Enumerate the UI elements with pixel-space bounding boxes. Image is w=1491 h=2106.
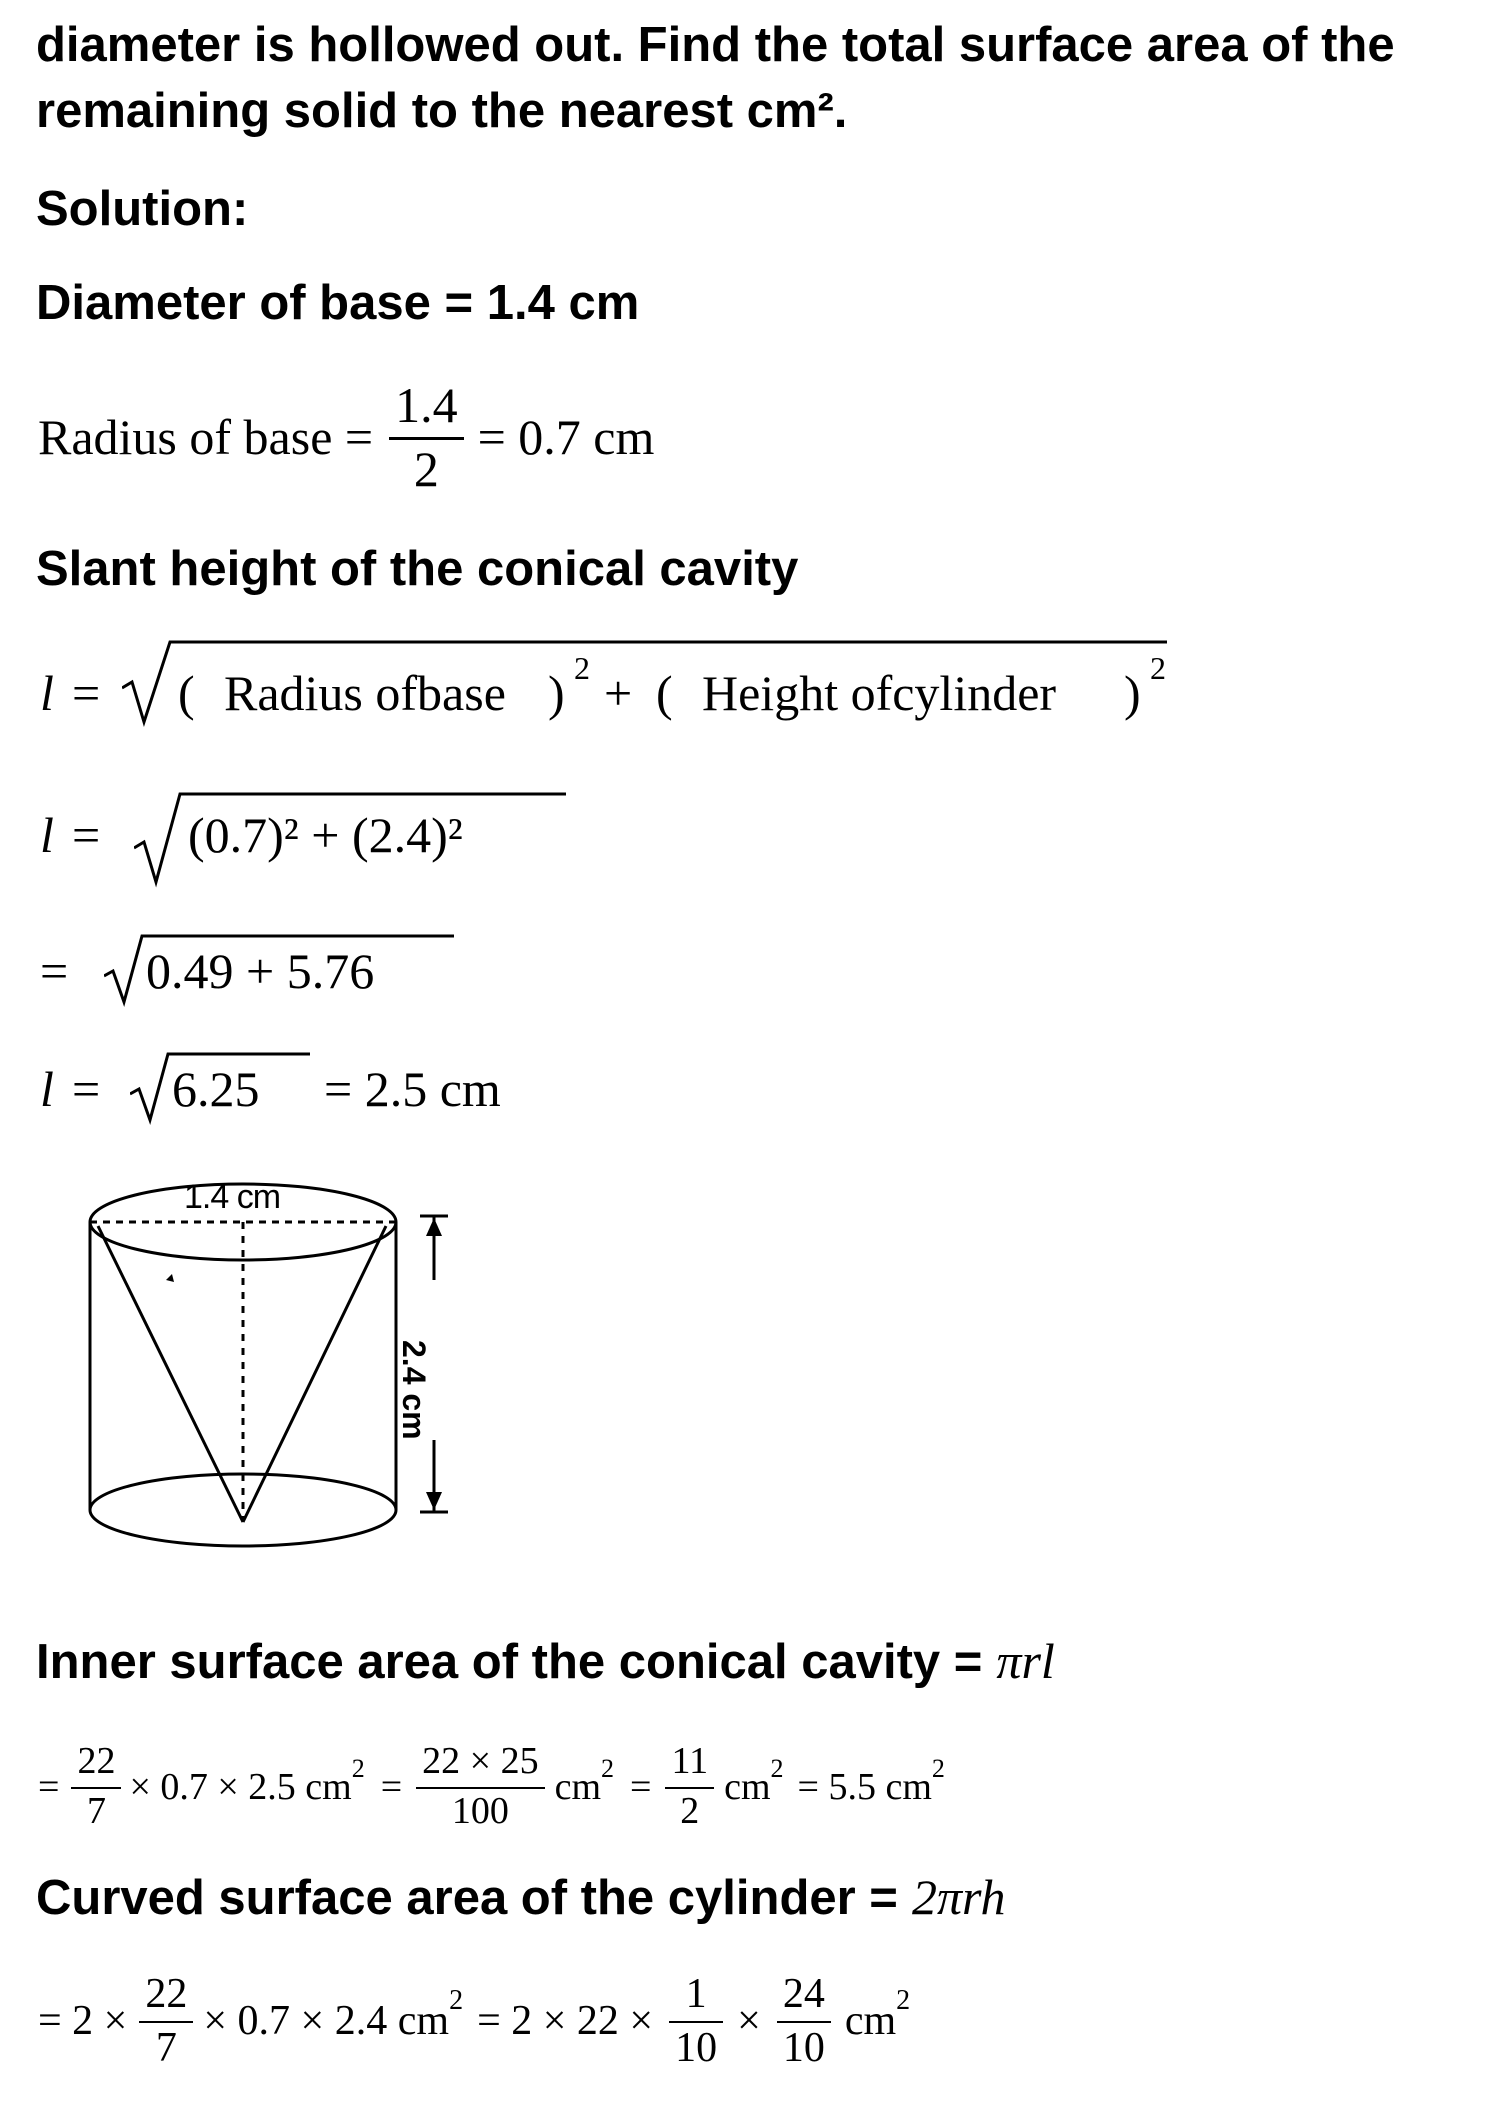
curved-heading: Curved surface area of the cylinder =	[36, 1871, 898, 1925]
step2-eq: =	[72, 807, 101, 863]
curved-f2-num: 1	[685, 1970, 707, 2017]
slant-heading: Slant height of the conical cavity	[36, 542, 799, 596]
formula-open-1: (	[178, 665, 195, 721]
inner-calc	[38, 1722, 945, 1852]
radius-den: 2	[413, 440, 439, 497]
inner-f3-num: 11	[671, 1740, 709, 1783]
inner-f2-den: 100	[451, 1790, 509, 1832]
curved-mid-1: × 0.7 × 2.4 cm	[203, 1998, 450, 2044]
step3-body: 0.49 + 5.76	[146, 943, 375, 999]
inner-f2-num: 22 × 25	[422, 1740, 539, 1783]
curved-frac-1	[139, 1971, 193, 2071]
formula-term-1: Radius ofbase	[224, 665, 506, 721]
curved-mid-2: = 2 × 22 ×	[477, 1998, 654, 2044]
curved-unit: cm	[844, 1998, 897, 2044]
inner-exp-1: 2	[351, 1754, 365, 1783]
inner-heading-line	[36, 1628, 1055, 1695]
step2-lhs: l	[40, 807, 54, 863]
formula-exp-2: 2	[1150, 650, 1166, 686]
inner-eq: =	[38, 1766, 60, 1808]
curved-f3-num: 24	[782, 1970, 825, 2017]
inner-frac-3	[665, 1741, 714, 1833]
radius-rhs: = 0.7 cm	[477, 409, 655, 465]
inner-f1-num: 22	[77, 1740, 116, 1783]
inner-result: = 5.5 cm	[797, 1766, 932, 1808]
inner-unit-1: cm	[554, 1766, 602, 1808]
curved-f1-num: 22	[145, 1970, 188, 2017]
radius-fraction	[389, 378, 464, 497]
slant-formula	[38, 650, 1168, 730]
formula-lhs: l	[40, 665, 54, 721]
inner-heading: Inner surface area of the conical cavity =	[36, 1635, 983, 1689]
curved-f1-den: 7	[155, 2025, 177, 2071]
step3-eq: =	[40, 943, 69, 999]
curved-frac-2	[669, 1971, 723, 2071]
curved-frac-3	[777, 1971, 831, 2071]
diameter-line: Diameter of base = 1.4 cm	[36, 276, 640, 330]
formula-plus: +	[604, 665, 633, 721]
inner-eq-2: =	[380, 1766, 403, 1808]
step4-eq: =	[72, 1061, 101, 1117]
formula-term-2: Height ofcylinder	[702, 665, 1057, 721]
radius-lhs: Radius of base =	[38, 409, 374, 465]
formula-open-2: (	[656, 665, 673, 721]
step4-rhs: = 2.5 cm	[324, 1061, 501, 1117]
inner-mid-1: × 0.7 × 2.5 cm	[129, 1766, 352, 1808]
curved-heading-line	[36, 1864, 1006, 1931]
inner-unit-2: cm	[724, 1766, 771, 1808]
inner-formula: πrl	[996, 1633, 1055, 1689]
step-3	[38, 932, 438, 1012]
curved-times: ×	[737, 1998, 761, 2044]
inner-exp-4: 2	[931, 1754, 945, 1783]
diameter-label: 1.4 cm	[184, 1178, 281, 1216]
curved-calc	[38, 1956, 910, 2086]
curved-exp-1: 2	[449, 1985, 464, 2016]
formula-exp-1: 2	[574, 650, 590, 686]
inner-eq-3: =	[630, 1766, 652, 1808]
formula-close-2: )	[1124, 665, 1141, 721]
curved-f3-den: 10	[782, 2025, 825, 2071]
inner-frac-2	[416, 1741, 544, 1833]
inner-exp-2: 2	[601, 1754, 615, 1783]
step2-body: (0.7)² + (2.4)²	[188, 807, 463, 863]
problem-line-2: remaining solid to the nearest cm².	[36, 84, 848, 138]
formula-close-1: )	[548, 665, 565, 721]
curved-formula: 2πrh	[911, 1869, 1006, 1925]
inner-f3-den: 2	[680, 1790, 700, 1832]
step-4	[38, 1050, 598, 1130]
height-label: 2.4 cm	[396, 1340, 432, 1440]
formula-eq: =	[72, 665, 101, 721]
problem-line-1: diameter is hollowed out. Find the total surface area of the	[36, 18, 1395, 72]
step-2	[38, 790, 558, 880]
cylinder-figure	[80, 1170, 480, 1550]
radius-equation	[38, 372, 654, 502]
step4-body: 6.25	[172, 1061, 260, 1117]
curved-start: = 2 ×	[38, 1998, 128, 2044]
step4-lhs: l	[40, 1061, 54, 1117]
inner-exp-3: 2	[770, 1754, 784, 1783]
curved-f2-den: 10	[675, 2025, 718, 2071]
solution-label: Solution:	[36, 182, 249, 236]
curved-exp-2: 2	[896, 1985, 911, 2016]
inner-frac-1	[71, 1741, 121, 1833]
inner-f1-den: 7	[86, 1790, 106, 1832]
radius-num: 1.4	[395, 376, 458, 433]
